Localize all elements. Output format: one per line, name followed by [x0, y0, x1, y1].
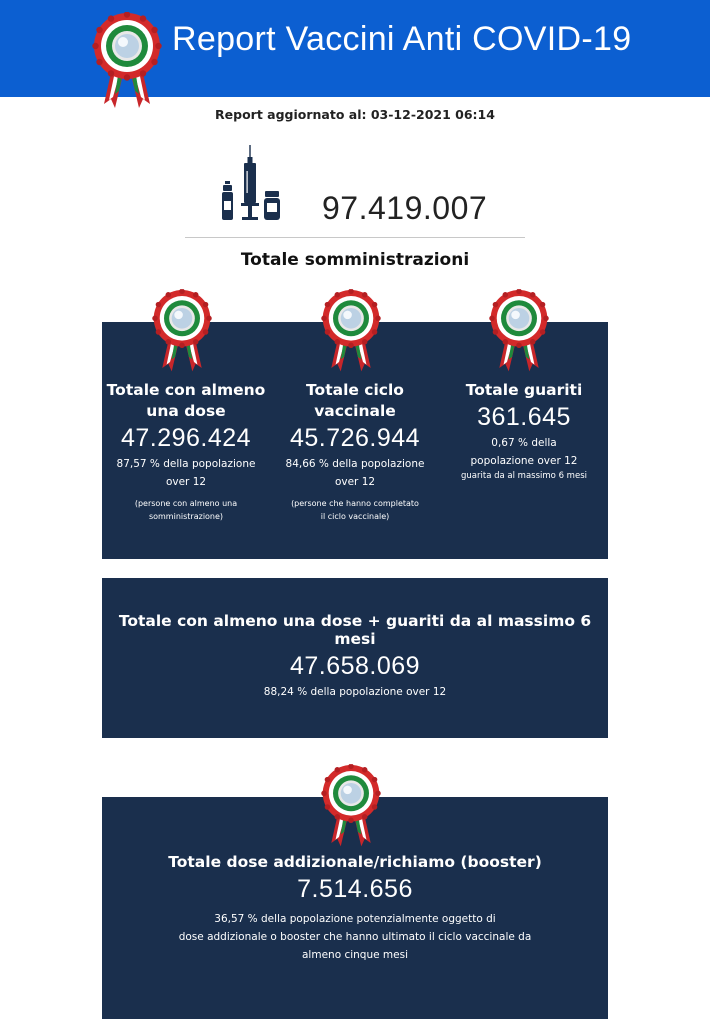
booster-percentage-line: almeno cinque mesi — [302, 949, 408, 961]
stat-percentage: 0,67 % della popolazione over 12 — [470, 437, 578, 467]
stat-percentage: 84,66 % della popolazione over 12 — [285, 458, 425, 488]
vaccine-syringe-vials-icon — [220, 145, 282, 223]
booster-value: 7.514.656 — [297, 875, 413, 903]
combined-label: Totale con almeno una dose + guariti da al massimo 6 mesi — [118, 612, 592, 648]
stat-percentage: 87,57 % della popolazione over 12 — [116, 458, 256, 488]
stat-full-cycle — [271, 380, 439, 523]
combined-percentage: 88,24 % della popolazione over 12 — [263, 686, 447, 698]
stat-value: 45.726.944 — [289, 424, 421, 452]
total-administrations-value: 97.419.007 — [322, 190, 488, 226]
combined-value: 47.658.069 — [289, 652, 421, 680]
rosette-icon — [321, 289, 381, 375]
total-administrations-label: Totale somministrazioni — [240, 250, 470, 270]
stat-value: 361.645 — [477, 403, 571, 431]
stat-label: Totale con almeno una dose — [106, 381, 266, 420]
stats-panel-combined — [102, 578, 608, 738]
divider — [185, 237, 525, 238]
rosette-logo-icon — [92, 12, 162, 112]
report-updated-timestamp: Report aggiornato al: 03-12-2021 06:14 — [215, 107, 495, 122]
stat-value: 47.296.424 — [120, 424, 252, 452]
stat-note: (persone con almeno una somministrazione) — [134, 499, 238, 521]
stat-recovered — [440, 380, 608, 483]
booster-label: Totale dose addizionale/richiamo (booster) — [168, 853, 542, 871]
page-title: Report Vaccini Anti COVID-19 — [172, 20, 632, 58]
stat-note: guarita da al massimo 6 mesi — [461, 471, 587, 481]
stat-label: Totale ciclo vaccinale — [306, 381, 404, 420]
rosette-icon — [489, 289, 549, 375]
booster-percentage-line: dose addizionale o booster che hanno ultimato il ciclo vaccinale da — [178, 931, 532, 943]
stat-note: (persone che hanno completato il ciclo vaccinale) — [291, 499, 419, 521]
stat-at-least-one-dose — [102, 380, 270, 523]
rosette-icon — [321, 764, 381, 850]
rosette-icon — [152, 289, 212, 375]
booster-percentage-line: 36,57 % della popolazione potenzialmente oggetto di — [214, 913, 496, 925]
stat-label: Totale guariti — [465, 381, 583, 399]
